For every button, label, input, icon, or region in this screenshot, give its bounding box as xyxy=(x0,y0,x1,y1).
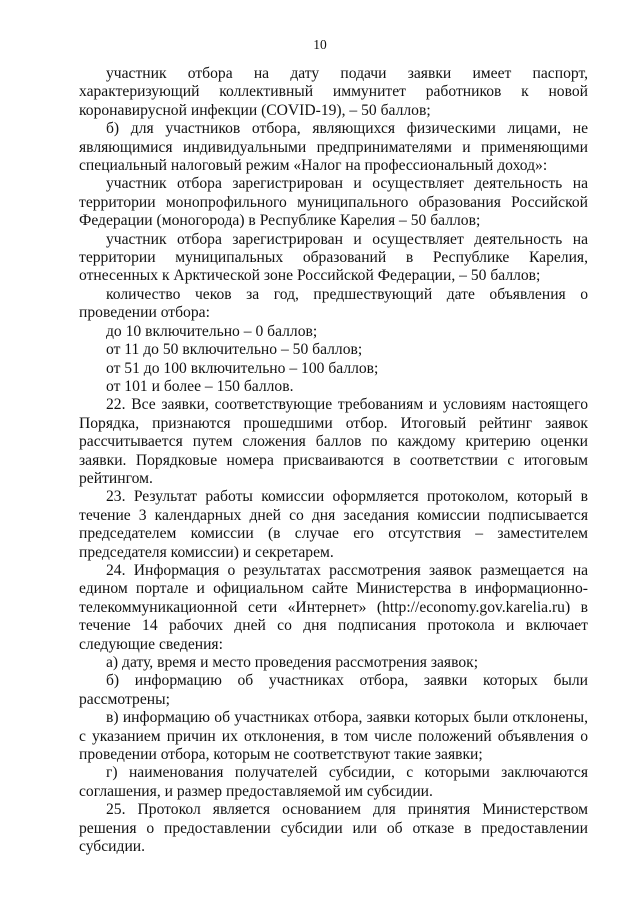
paragraph-self-employed-criteria: б) для участников отбора, являющихся физическими лицами, не являющимися индивидуальными предпринимателями и применяющими специальный налоговый режим «Налог на профессиональный доход»: xyxy=(79,120,588,175)
paragraph-arctic-zone: участник отбора зарегистрирован и осуществляет деятельность на территории муниципальных образований в Республике Карелия, отнесенных к Арктической зоне Российской Федерации, – 50 баллов; xyxy=(79,230,588,285)
paragraph-covid-passport: участник отбора на дату подачи заявки имеет паспорт, характеризующий коллективный иммунитет работников к новой коронавирусной инфекции (COVID-19), – 50 баллов; xyxy=(79,65,588,119)
list-item-receipts-0: до 10 включительно – 0 баллов; xyxy=(106,322,318,340)
paragraph-receipts-count: количество чеков за год, предшествующий дате объявления о проведении отбора: xyxy=(79,285,588,322)
list-item-receipts-100: от 51 до 100 включительно – 100 баллов; xyxy=(106,359,379,377)
paragraph-22-rating: 22. Все заявки, соответствующие требованиям и условиям настоящего Порядка, признаются прошедшими отбор. Итоговый рейтинг заявок рассчитывается путем сложения баллов по каждому критерию оценки заявки. Порядковые номера присваиваются в соответствии с итоговым рейтингом. xyxy=(79,396,588,487)
paragraph-24-publication: 24. Информация о результатах рассмотрения заявок размещается на едином портале и официальном сайте Министерства в информационно-телекоммуникационной сети «Интернет» (http://economy.gov.karelia.ru) в течение 14 рабочих дней со дня подписания протокола и включает следующие сведения: xyxy=(79,561,588,653)
page-number: 10 xyxy=(313,37,327,52)
paragraph-23-protocol: 23. Результат работы комиссии оформляется протоколом, который в течение 3 календарных дней со дня заседания комиссии подписывается председателем комиссии (в случае его отсутствия – заместителем председателя комиссии) и секретарем. xyxy=(79,488,588,561)
document-body xyxy=(79,65,588,856)
list-item-receipts-150: от 101 и более – 150 баллов. xyxy=(106,377,294,395)
list-item-v-rejected: в) информацию об участниках отбора, заявки которых были отклонены, с указанием причин их отклонения, в том числе положений объявления о проведении отбора, которым не соответствуют такие заявки; xyxy=(79,709,588,764)
paragraph-25-decision: 25. Протокол является основанием для принятия Министерством решения о предоставлении субсидии или об отказе в предоставлении субсидии. xyxy=(79,801,588,856)
list-item-b-reviewed: б) информацию об участниках отбора, заявки которых были рассмотрены; xyxy=(79,672,588,708)
paragraph-monotown: участник отбора зарегистрирован и осуществляет деятельность на территории монопрофильного муниципального образования Российской Федерации (моногорода) в Республике Карелия – 50 баллов; xyxy=(79,175,588,230)
list-item-g-recipients: г) наименования получателей субсидии, с которыми заключаются соглашения, и размер предоставляемой им субсидии. xyxy=(79,764,588,800)
list-item-receipts-50: от 11 до 50 включительно – 50 баллов; xyxy=(106,341,363,359)
list-item-a-date-time-place: а) дату, время и место проведения рассмотрения заявок; xyxy=(106,654,479,671)
